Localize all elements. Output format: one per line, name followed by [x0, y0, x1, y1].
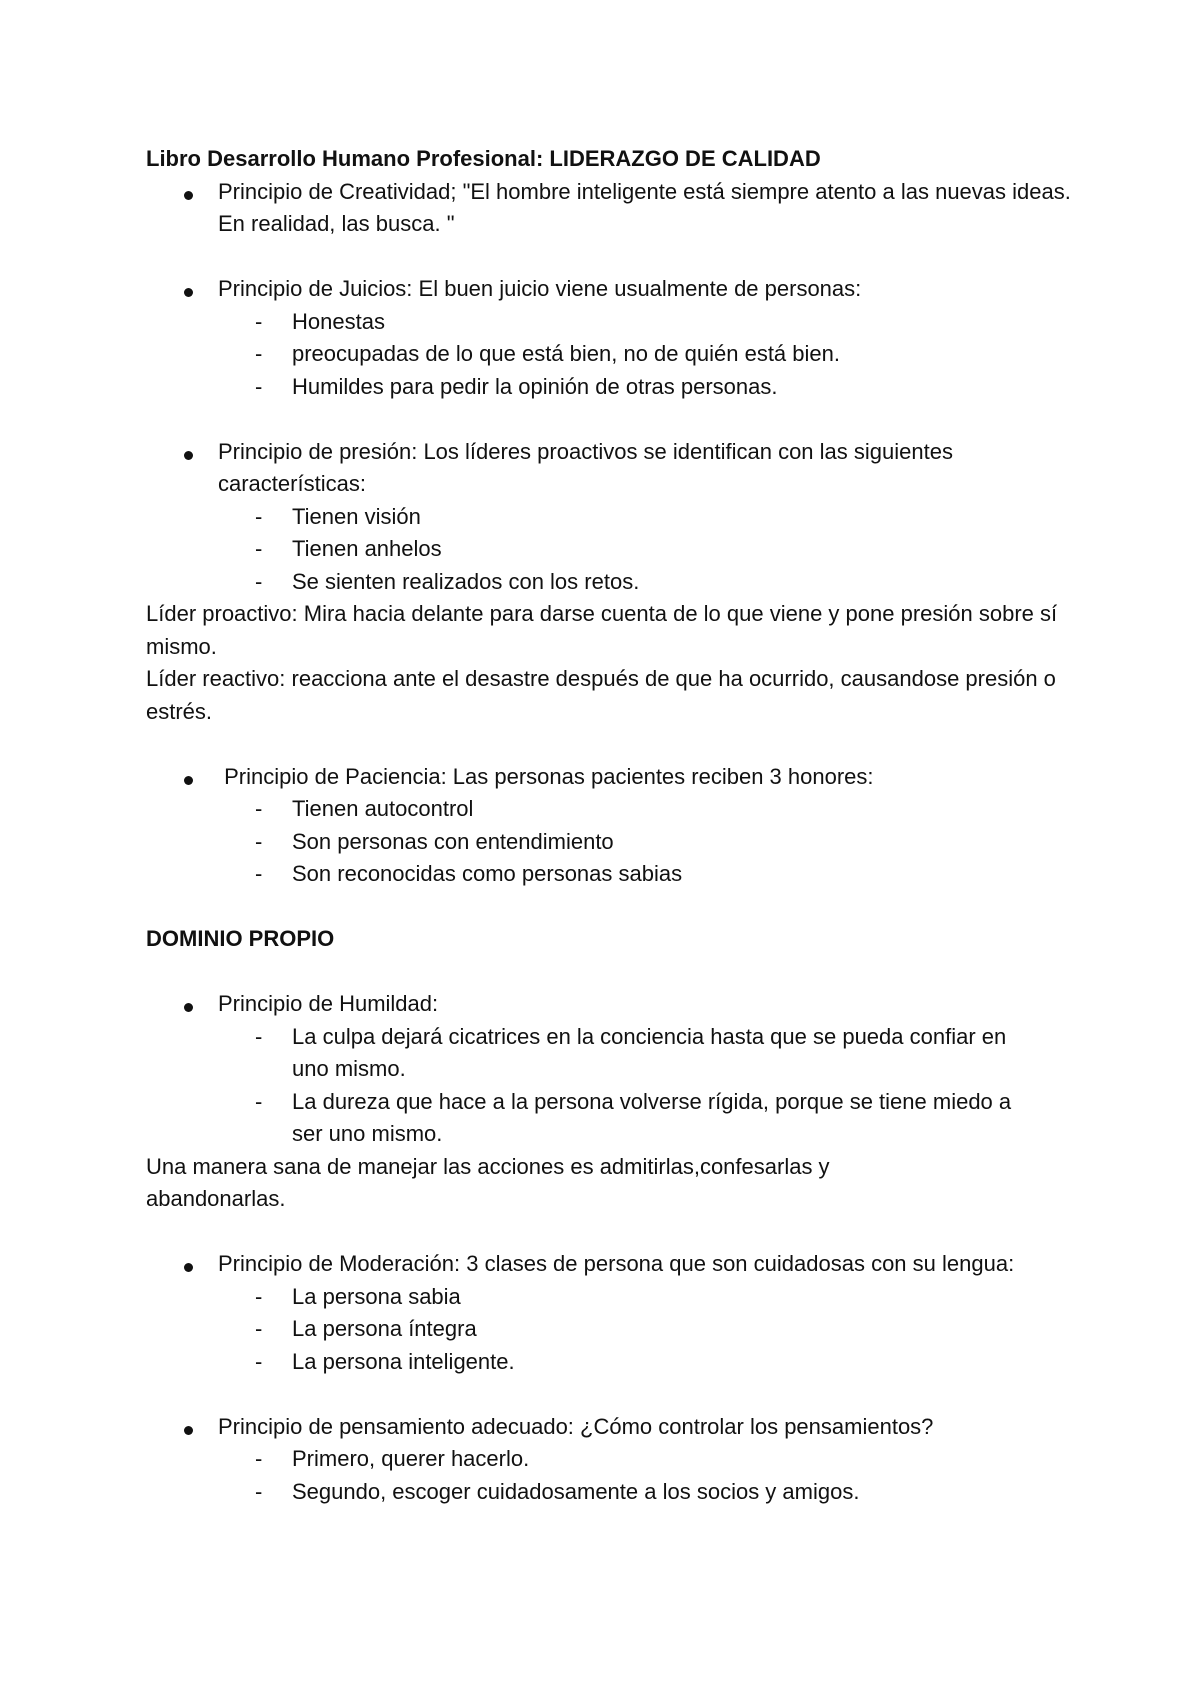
bullet-dot-icon — [184, 1003, 193, 1012]
bullet-presion — [146, 436, 1076, 501]
list-item — [146, 1086, 1076, 1151]
list-item — [146, 1313, 1076, 1346]
list-item — [146, 1443, 1076, 1476]
list-item-text: La persona íntegra — [292, 1316, 477, 1341]
bullet-text: Principio de presión: Los líderes proactivos se identifican con las siguientes características: — [218, 438, 953, 496]
bullet-dot-icon — [184, 451, 193, 460]
list-item — [146, 1346, 1076, 1379]
list-item — [146, 338, 1076, 371]
bullet-dot-icon — [184, 776, 193, 785]
bullet-moderacion — [146, 1248, 1076, 1281]
dash-marker: - — [255, 861, 263, 886]
list-item — [146, 566, 1076, 599]
paragraph-lider-reactivo: Líder reactivo: reacciona ante el desastre después de que ha ocurrido, causandose presión o estrés. — [146, 666, 1056, 724]
list-item-text: Se sienten realizados con los retos. — [292, 568, 640, 594]
bullet-text: Principio de Humildad: — [218, 991, 439, 1016]
list-item-text: Primero, querer hacerlo. — [292, 1446, 530, 1471]
bullet-creatividad — [146, 176, 1076, 241]
dash-marker: - — [255, 1316, 263, 1341]
list-item — [146, 306, 1076, 339]
list-item — [146, 1021, 1076, 1086]
list-item-text: Son reconocidas como personas sabias — [292, 861, 683, 886]
bullet-humildad — [146, 988, 1076, 1021]
list-item-text: La dureza que hace a la persona volverse rígida, porque se tiene miedo a ser uno mismo. — [292, 1088, 1012, 1146]
dash-marker: - — [255, 828, 263, 854]
list-item — [146, 826, 1076, 859]
bullet-dot-icon — [184, 1263, 193, 1272]
bullet-paciencia — [146, 761, 1076, 794]
dash-marker: - — [255, 503, 263, 529]
dash-marker: - — [255, 373, 263, 399]
list-item-text: Tienen anhelos — [292, 536, 442, 561]
list-item — [146, 533, 1076, 566]
dash-marker: - — [255, 536, 263, 561]
bullet-text: Principio de Moderación: 3 clases de persona que son cuidadosas con su lengua: — [218, 1251, 1015, 1276]
bullet-text: Principio de Paciencia: Las personas pacientes reciben 3 honores: — [218, 763, 874, 789]
bullet-pensamiento — [146, 1411, 1076, 1444]
dash-marker: - — [255, 341, 263, 366]
dash-marker: - — [255, 308, 263, 334]
list-item — [146, 858, 1076, 891]
bullet-text: Principio de Creatividad; "El hombre inteligente está siempre atento a las nuevas ideas. En realidad, las busca. " — [218, 178, 1071, 236]
paragraph-acciones: Una manera sana de manejar las acciones es admitirlas,confesarlas y abandonarlas. — [146, 1153, 830, 1211]
list-item — [146, 1476, 1076, 1509]
list-item — [146, 793, 1076, 826]
bullet-text: Principio de pensamiento adecuado: ¿Cómo controlar los pensamientos? — [218, 1413, 934, 1439]
bullet-juicios — [146, 273, 1076, 306]
list-item — [146, 371, 1076, 404]
document-title: Libro Desarrollo Humano Profesional: LIDERAZGO DE CALIDAD — [146, 146, 821, 171]
list-item-text: Humildes para pedir la opinión de otras personas. — [292, 373, 778, 399]
document-page — [146, 143, 1076, 1508]
list-item-text: Segundo, escoger cuidadosamente a los socios y amigos. — [292, 1478, 860, 1504]
dash-marker: - — [255, 1088, 263, 1114]
list-item-text: La persona sabia — [292, 1283, 461, 1309]
list-item-text: La persona inteligente. — [292, 1348, 515, 1374]
bullet-dot-icon — [184, 191, 193, 200]
list-item-text: Son personas con entendimiento — [292, 828, 614, 854]
list-item-text: La culpa dejará cicatrices en la conciencia hasta que se pueda confiar en uno mismo. — [292, 1023, 1007, 1081]
bullet-text: Principio de Juicios: El buen juicio viene usualmente de personas: — [218, 276, 862, 301]
section-heading: DOMINIO PROPIO — [146, 926, 335, 951]
bullet-dot-icon — [184, 1426, 193, 1435]
list-item-text: Tienen autocontrol — [292, 796, 474, 821]
bullet-dot-icon — [184, 288, 193, 297]
paragraph-lider-proactivo: Líder proactivo: Mira hacia delante para darse cuenta de lo que viene y pone presión sobre sí mismo. — [146, 601, 1058, 659]
list-item — [146, 501, 1076, 534]
dash-marker: - — [255, 1348, 263, 1374]
dash-marker: - — [255, 568, 263, 594]
list-item — [146, 1281, 1076, 1314]
dash-marker: - — [255, 1446, 263, 1471]
dash-marker: - — [255, 1478, 263, 1504]
dash-marker: - — [255, 1283, 263, 1309]
list-item-text: Honestas — [292, 308, 385, 334]
list-item-text: Tienen visión — [292, 503, 421, 529]
list-item-text: preocupadas de lo que está bien, no de quién está bien. — [292, 341, 840, 366]
dash-marker: - — [255, 1023, 263, 1049]
dash-marker: - — [255, 796, 263, 821]
